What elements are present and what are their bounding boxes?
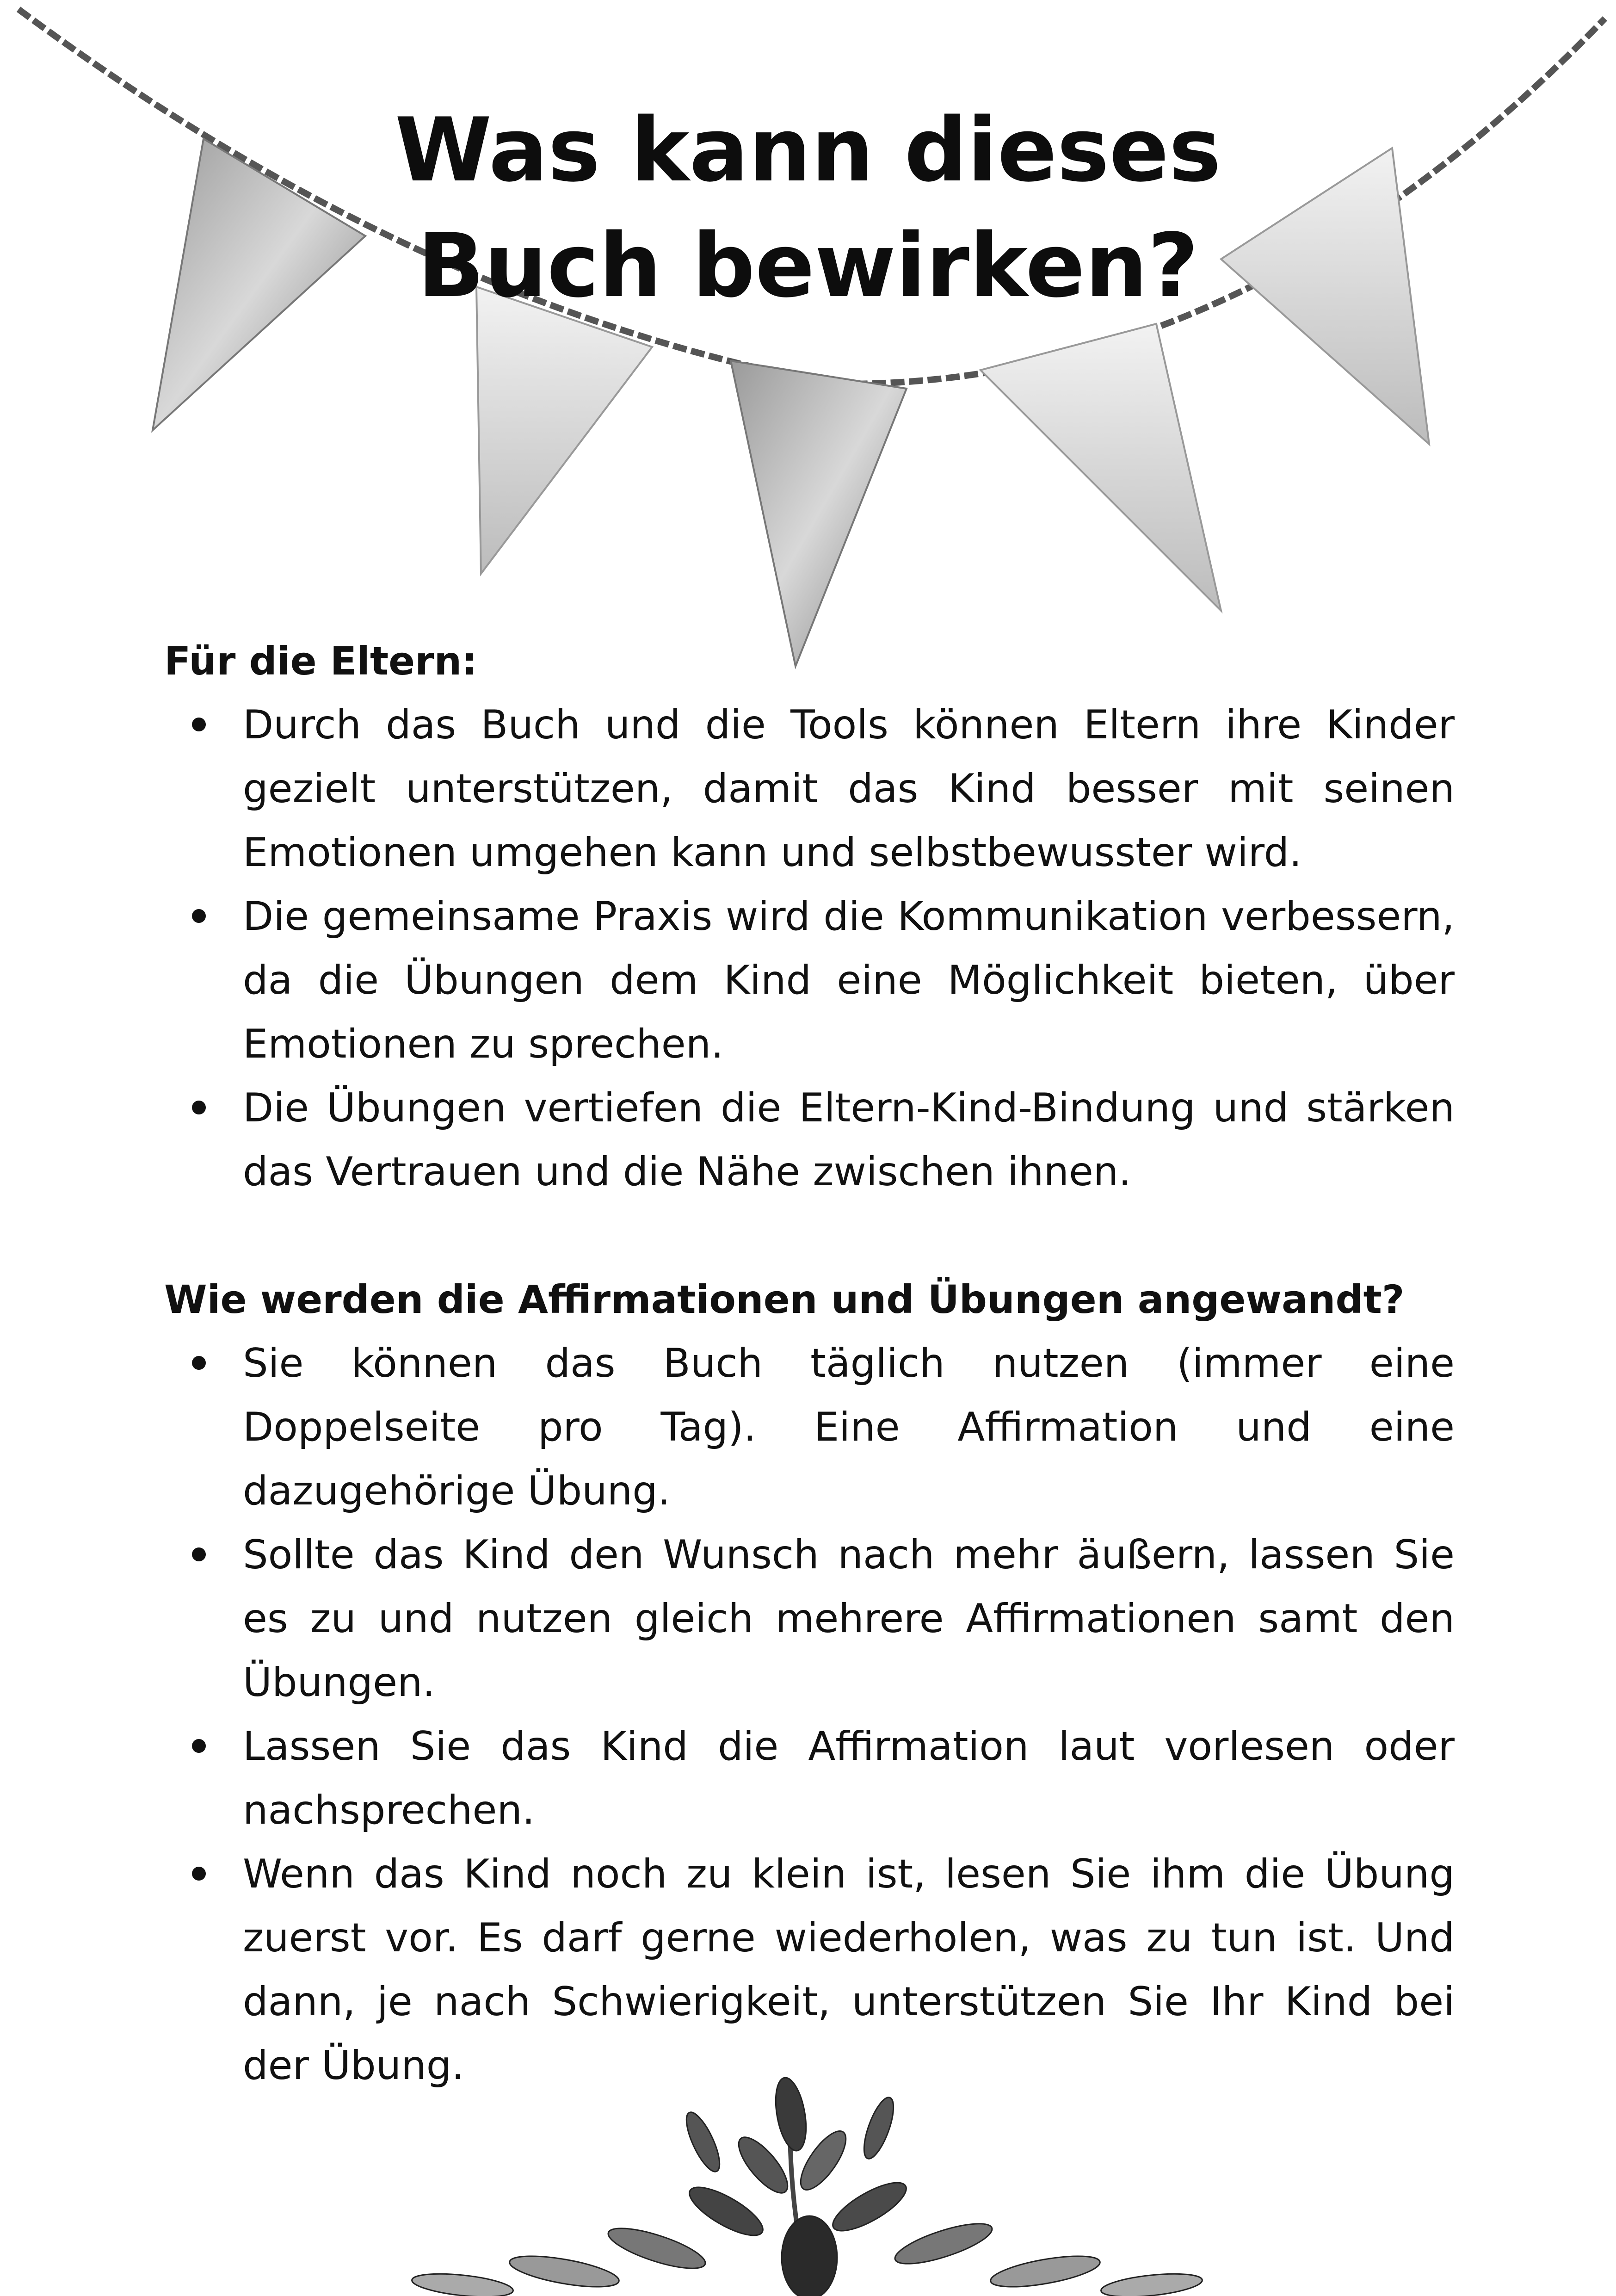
leaf xyxy=(507,2250,621,2293)
leaf xyxy=(1100,2270,1203,2296)
leaf xyxy=(680,2108,726,2175)
parents-bullet-list xyxy=(164,693,1455,1204)
list-item: Sie können das Buch täglich nutzen (immer eine Doppelseite pro Tag). Eine Affirmation und eine dazugehörige Übung. xyxy=(164,1331,1455,1523)
leaf-bouquet-illustration xyxy=(324,2073,1295,2296)
leaf xyxy=(683,2178,769,2244)
leaf xyxy=(411,2270,514,2296)
section-heading-parents: Für die Eltern: xyxy=(164,638,477,684)
page-title xyxy=(0,93,1616,324)
leaf xyxy=(782,2216,837,2296)
list-item: Wenn das Kind noch zu klein ist, lesen Sie ihm die Übung zuerst vor. Es darf gerne wiederholen, was zu tun ist. Und dann, je nach Schwierigkeit, unterstützen Sie Ihr Kind bei der Übung. xyxy=(164,1842,1455,2098)
list-item: Die gemeinsame Praxis wird die Kommunikation verbessern, da die Übungen dem Kind eine Möglichkeit bieten, über Emotionen zu sprechen. xyxy=(164,885,1455,1076)
leaf xyxy=(858,2094,899,2162)
list-item: Lassen Sie das Kind die Affirmation laut vorlesen oder nachsprechen. xyxy=(164,1714,1455,1842)
usage-bullet-list xyxy=(164,1331,1455,2098)
list-item: Sollte das Kind den Wunsch nach mehr äußern, lassen Sie es zu und nutzen gleich mehrere Affirmationen samt den Übungen. xyxy=(164,1523,1455,1714)
leaf xyxy=(891,2216,996,2271)
leaf xyxy=(604,2220,709,2276)
title-line-1: Was kann dieses xyxy=(395,99,1221,201)
pennant-flag-3 xyxy=(731,361,907,666)
list-item: Die Übungen vertiefen die Eltern-Kind-Bindung und stärken das Vertrauen und die Nähe zwischen ihnen. xyxy=(164,1076,1455,1204)
pennant-flag-4 xyxy=(981,324,1221,611)
leaf xyxy=(988,2250,1102,2293)
list-item: Durch das Buch und die Tools können Eltern ihre Kinder gezielt unterstützen, damit das Kind besser mit seinen Emotionen umgehen kann und selbstbewusster wird. xyxy=(164,693,1455,885)
leaf xyxy=(771,2075,811,2153)
body-text xyxy=(164,629,1455,2098)
section-heading-usage: Wie werden die Affirmationen und Übungen angewandt? xyxy=(164,1277,1405,1322)
leaf xyxy=(827,2174,913,2240)
title-line-2: Buch bewirken? xyxy=(417,215,1199,317)
section-spacer xyxy=(164,1204,1455,1268)
